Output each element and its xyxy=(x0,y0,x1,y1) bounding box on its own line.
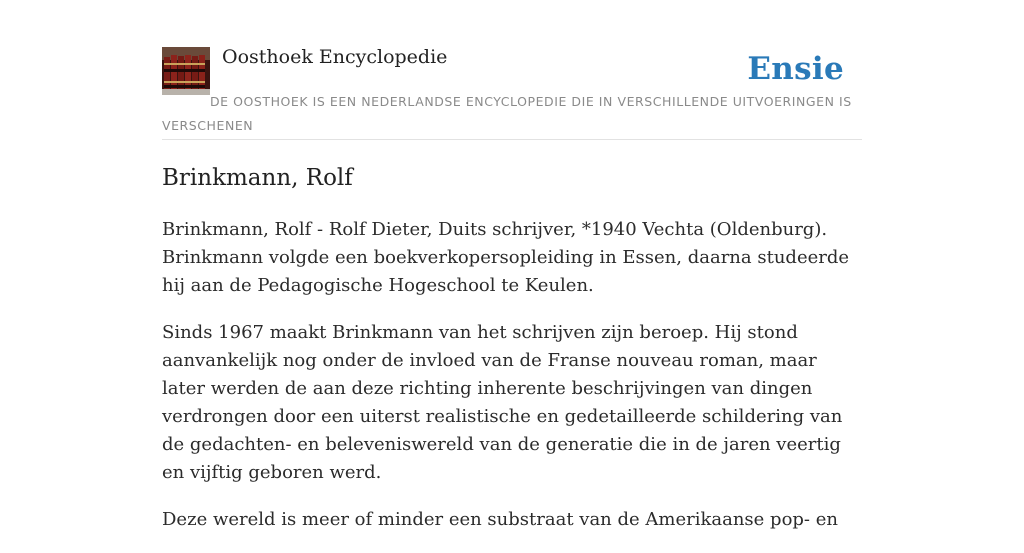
article-body xyxy=(162,216,862,553)
brand-logo[interactable]: Ensie xyxy=(747,51,844,87)
article-paragraph: Sinds 1967 maakt Brinkmann van het schrijven zijn beroep. Hij stond aanvankelijk nog onder de invloed van de Franse nouveau roman, maar later werden de aan deze richting inherente beschrijvingen van dingen verdrongen door een uiterst realistische en gedetailleerde schildering van de gedachten- en beleveniswereld van de generatie die in de jaren veertig en vijftig geboren werd. xyxy=(162,322,843,483)
header-divider xyxy=(162,139,862,140)
site-header xyxy=(162,0,862,140)
encyclopedia-books-avatar-icon[interactable] xyxy=(162,47,210,95)
article-title: Brinkmann, Rolf xyxy=(162,165,353,191)
article-paragraph: Deze wereld is meer of minder een substraat van de Amerikaanse pop- en xyxy=(162,509,838,530)
page xyxy=(162,0,862,530)
site-title[interactable]: Oosthoek Encyclopedie xyxy=(222,46,448,68)
article-paragraph: Brinkmann, Rolf - Rolf Dieter, Duits schrijver, *1940 Vechta (Oldenburg). Brinkmann volgde een boekverkopersopleiding in Essen, daarna studeerde hij aan de Pedagogische Hogeschool te Keulen. xyxy=(162,219,850,296)
site-tagline: DE OOSTHOEK IS EEN NEDERLANDSE ENCYCLOPEDIE DIE IN VERSCHILLENDE UITVOERINGEN IS VERSCHENEN xyxy=(162,94,852,133)
